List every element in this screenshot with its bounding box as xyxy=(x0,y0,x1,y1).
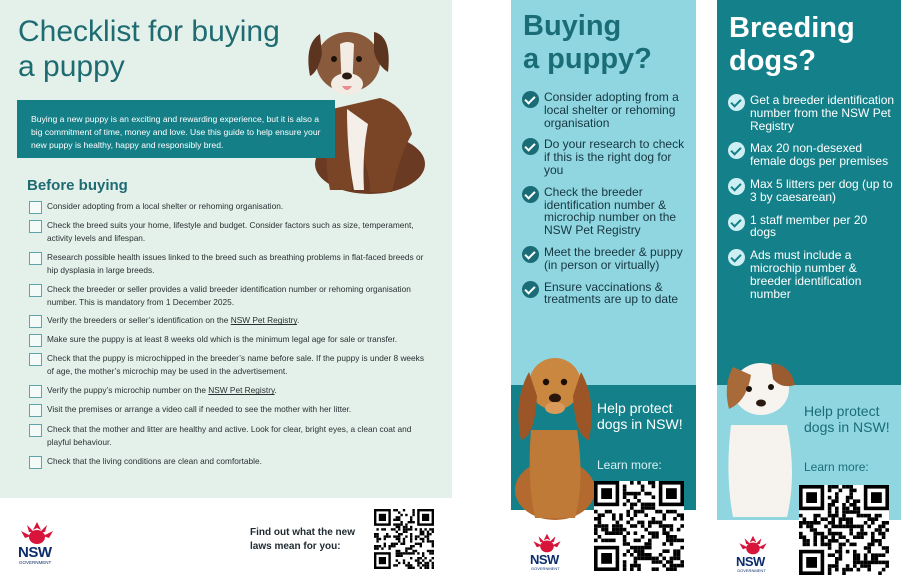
tip-item: Meet the breeder & puppy (in person or virtually) xyxy=(522,246,692,272)
tip-item: Check the breeder identification number & microchip number on the NSW Pet Registry xyxy=(522,186,692,237)
checklist-item-text: Consider adopting from a local shelter or rehoming organisation. xyxy=(47,201,284,211)
help-protect-text: Help protect dogs in NSW! xyxy=(597,400,683,432)
government-logo-text: GOVERNMENT xyxy=(19,560,52,565)
checklist-item xyxy=(29,314,429,328)
checkbox-icon[interactable] xyxy=(29,220,42,233)
nsw-government-logo xyxy=(735,534,771,578)
checklist-item-text: Check that the mother and litter are healthy and active. Look for clear, bright eyes, a clean coat and playful behaviour. xyxy=(47,424,412,448)
waratah-icon xyxy=(735,534,771,556)
checklist-item xyxy=(29,251,429,277)
buying-puppy-poster xyxy=(511,0,696,587)
checklist-item-text: Visit the premises or arrange a video call if needed to see the mother with her litter. xyxy=(47,404,352,415)
poster-title: Checklist for buying a puppy xyxy=(18,15,280,83)
help-protect-text: Help protect dogs in NSW! xyxy=(804,403,890,435)
spaniel-puppy-photo xyxy=(511,340,599,520)
checkbox-icon[interactable] xyxy=(29,252,42,265)
government-logo-text: GOVERNMENT xyxy=(531,566,560,571)
poster-title: Breeding dogs? xyxy=(729,12,855,77)
rule-item: Get a breeder identification number from the NSW Pet Registry xyxy=(728,94,896,132)
nsw-logo-text: NSW xyxy=(736,554,765,569)
checkbox-icon[interactable] xyxy=(29,315,42,328)
checklist xyxy=(29,200,429,469)
tips-list xyxy=(522,91,692,306)
checklist-item-text: Verify the puppy’s microchip number on the NSW Pet Registry. xyxy=(47,385,277,396)
checkbox-icon[interactable] xyxy=(29,385,42,398)
rule-item: Max 20 non-desexed female dogs per premises xyxy=(728,142,896,168)
pet-registry-link[interactable]: NSW Pet Registry xyxy=(230,315,297,326)
checkbox-icon[interactable] xyxy=(29,201,42,214)
pet-registry-link[interactable]: NSW Pet Registry xyxy=(208,385,275,396)
checklist-item xyxy=(29,384,429,398)
check-circle-icon xyxy=(728,178,745,195)
learn-more-text: Learn more: xyxy=(597,458,662,472)
check-circle-icon xyxy=(728,94,745,111)
qr-code-icon[interactable] xyxy=(594,481,684,571)
qr-code-icon[interactable] xyxy=(374,509,434,569)
check-circle-icon xyxy=(728,142,745,159)
check-circle-icon xyxy=(522,246,539,263)
tip-item: Do your research to check if this is the right dog for you xyxy=(522,138,692,176)
checkbox-icon[interactable] xyxy=(29,456,42,469)
rule-item: Ads must include a microchip number & breeder identification number xyxy=(728,249,896,300)
rule-item: Max 5 litters per dog (up to 3 by caesarean) xyxy=(728,178,896,204)
checklist-item-text: Check the breeder or seller provides a valid breeder identification number or rehoming organisation number. This is mandatory from 1 December 2025. xyxy=(47,283,411,307)
checklist-item xyxy=(29,333,429,347)
checklist-item-text: Make sure the puppy is at least 8 weeks old which is the minimum legal age for sale or transfer. xyxy=(47,334,398,345)
nsw-government-logo xyxy=(529,532,565,576)
check-circle-icon xyxy=(522,186,539,203)
nsw-logo-text: NSW xyxy=(530,552,559,567)
tip-item: Ensure vaccinations & treatments are up to date xyxy=(522,281,692,307)
rules-list xyxy=(728,94,896,300)
tip-item: Consider adopting from a local shelter or rehoming organisation xyxy=(522,91,692,129)
rule-item: 1 staff member per 20 dogs xyxy=(728,214,896,240)
checklist-item-text: Check that the puppy is microchipped in the breeder’s name before sale. If the puppy is under 8 weeks of age, the mother’s microchip may be used in the advertisement. xyxy=(47,353,424,377)
checkbox-icon[interactable] xyxy=(29,353,42,366)
government-logo-text: GOVERNMENT xyxy=(737,568,766,573)
terrier-puppy-photo xyxy=(717,345,803,520)
intro-box: Buying a new puppy is an exciting and rewarding experience, but it is also a big commitment of time, money and love. Use this guide to help ensure your new puppy is healthy, happy and responsibly bred. xyxy=(17,100,335,158)
footer-text: Find out what the new laws mean for you: xyxy=(250,527,355,552)
checklist-item xyxy=(29,423,429,449)
waratah-icon xyxy=(17,520,57,546)
qr-code-icon[interactable] xyxy=(799,485,889,575)
check-circle-icon xyxy=(728,249,745,266)
checklist-item xyxy=(29,200,429,214)
checkbox-icon[interactable] xyxy=(29,334,42,347)
checklist-item xyxy=(29,455,429,469)
checklist-item-text: Research possible health issues linked to the breed such as breathing problems in flat-faced breeds or hip dysplasia in large breeds. xyxy=(47,251,424,275)
poster-title: Buying a puppy? xyxy=(523,10,652,75)
checklist-item xyxy=(29,352,429,378)
nsw-logo-text: NSW xyxy=(18,544,52,561)
section-heading: Before buying xyxy=(27,177,128,194)
checklist-item xyxy=(29,403,429,417)
checkbox-icon[interactable] xyxy=(29,284,42,297)
check-circle-icon xyxy=(728,214,745,231)
checklist-item-text: Check that the living conditions are clean and comfortable. xyxy=(47,456,262,467)
nsw-government-logo xyxy=(17,520,57,566)
checkbox-icon[interactable] xyxy=(29,424,42,437)
breeding-dogs-poster xyxy=(717,0,901,587)
checklist-item-text: Verify the breeders or seller’s identification on the NSW Pet Registry. xyxy=(47,315,300,326)
waratah-icon xyxy=(529,532,565,554)
check-circle-icon xyxy=(522,91,539,108)
learn-more-text: Learn more: xyxy=(804,460,869,474)
checklist-item-text: Check the breed suits your home, lifestyle and budget. Consider factors such as size, temperament, activity levels and lifespan. xyxy=(47,220,414,243)
checklist-item xyxy=(29,219,429,245)
checklist-item xyxy=(29,283,429,309)
checkbox-icon[interactable] xyxy=(29,404,42,417)
check-circle-icon xyxy=(522,138,539,155)
check-circle-icon xyxy=(522,281,539,298)
